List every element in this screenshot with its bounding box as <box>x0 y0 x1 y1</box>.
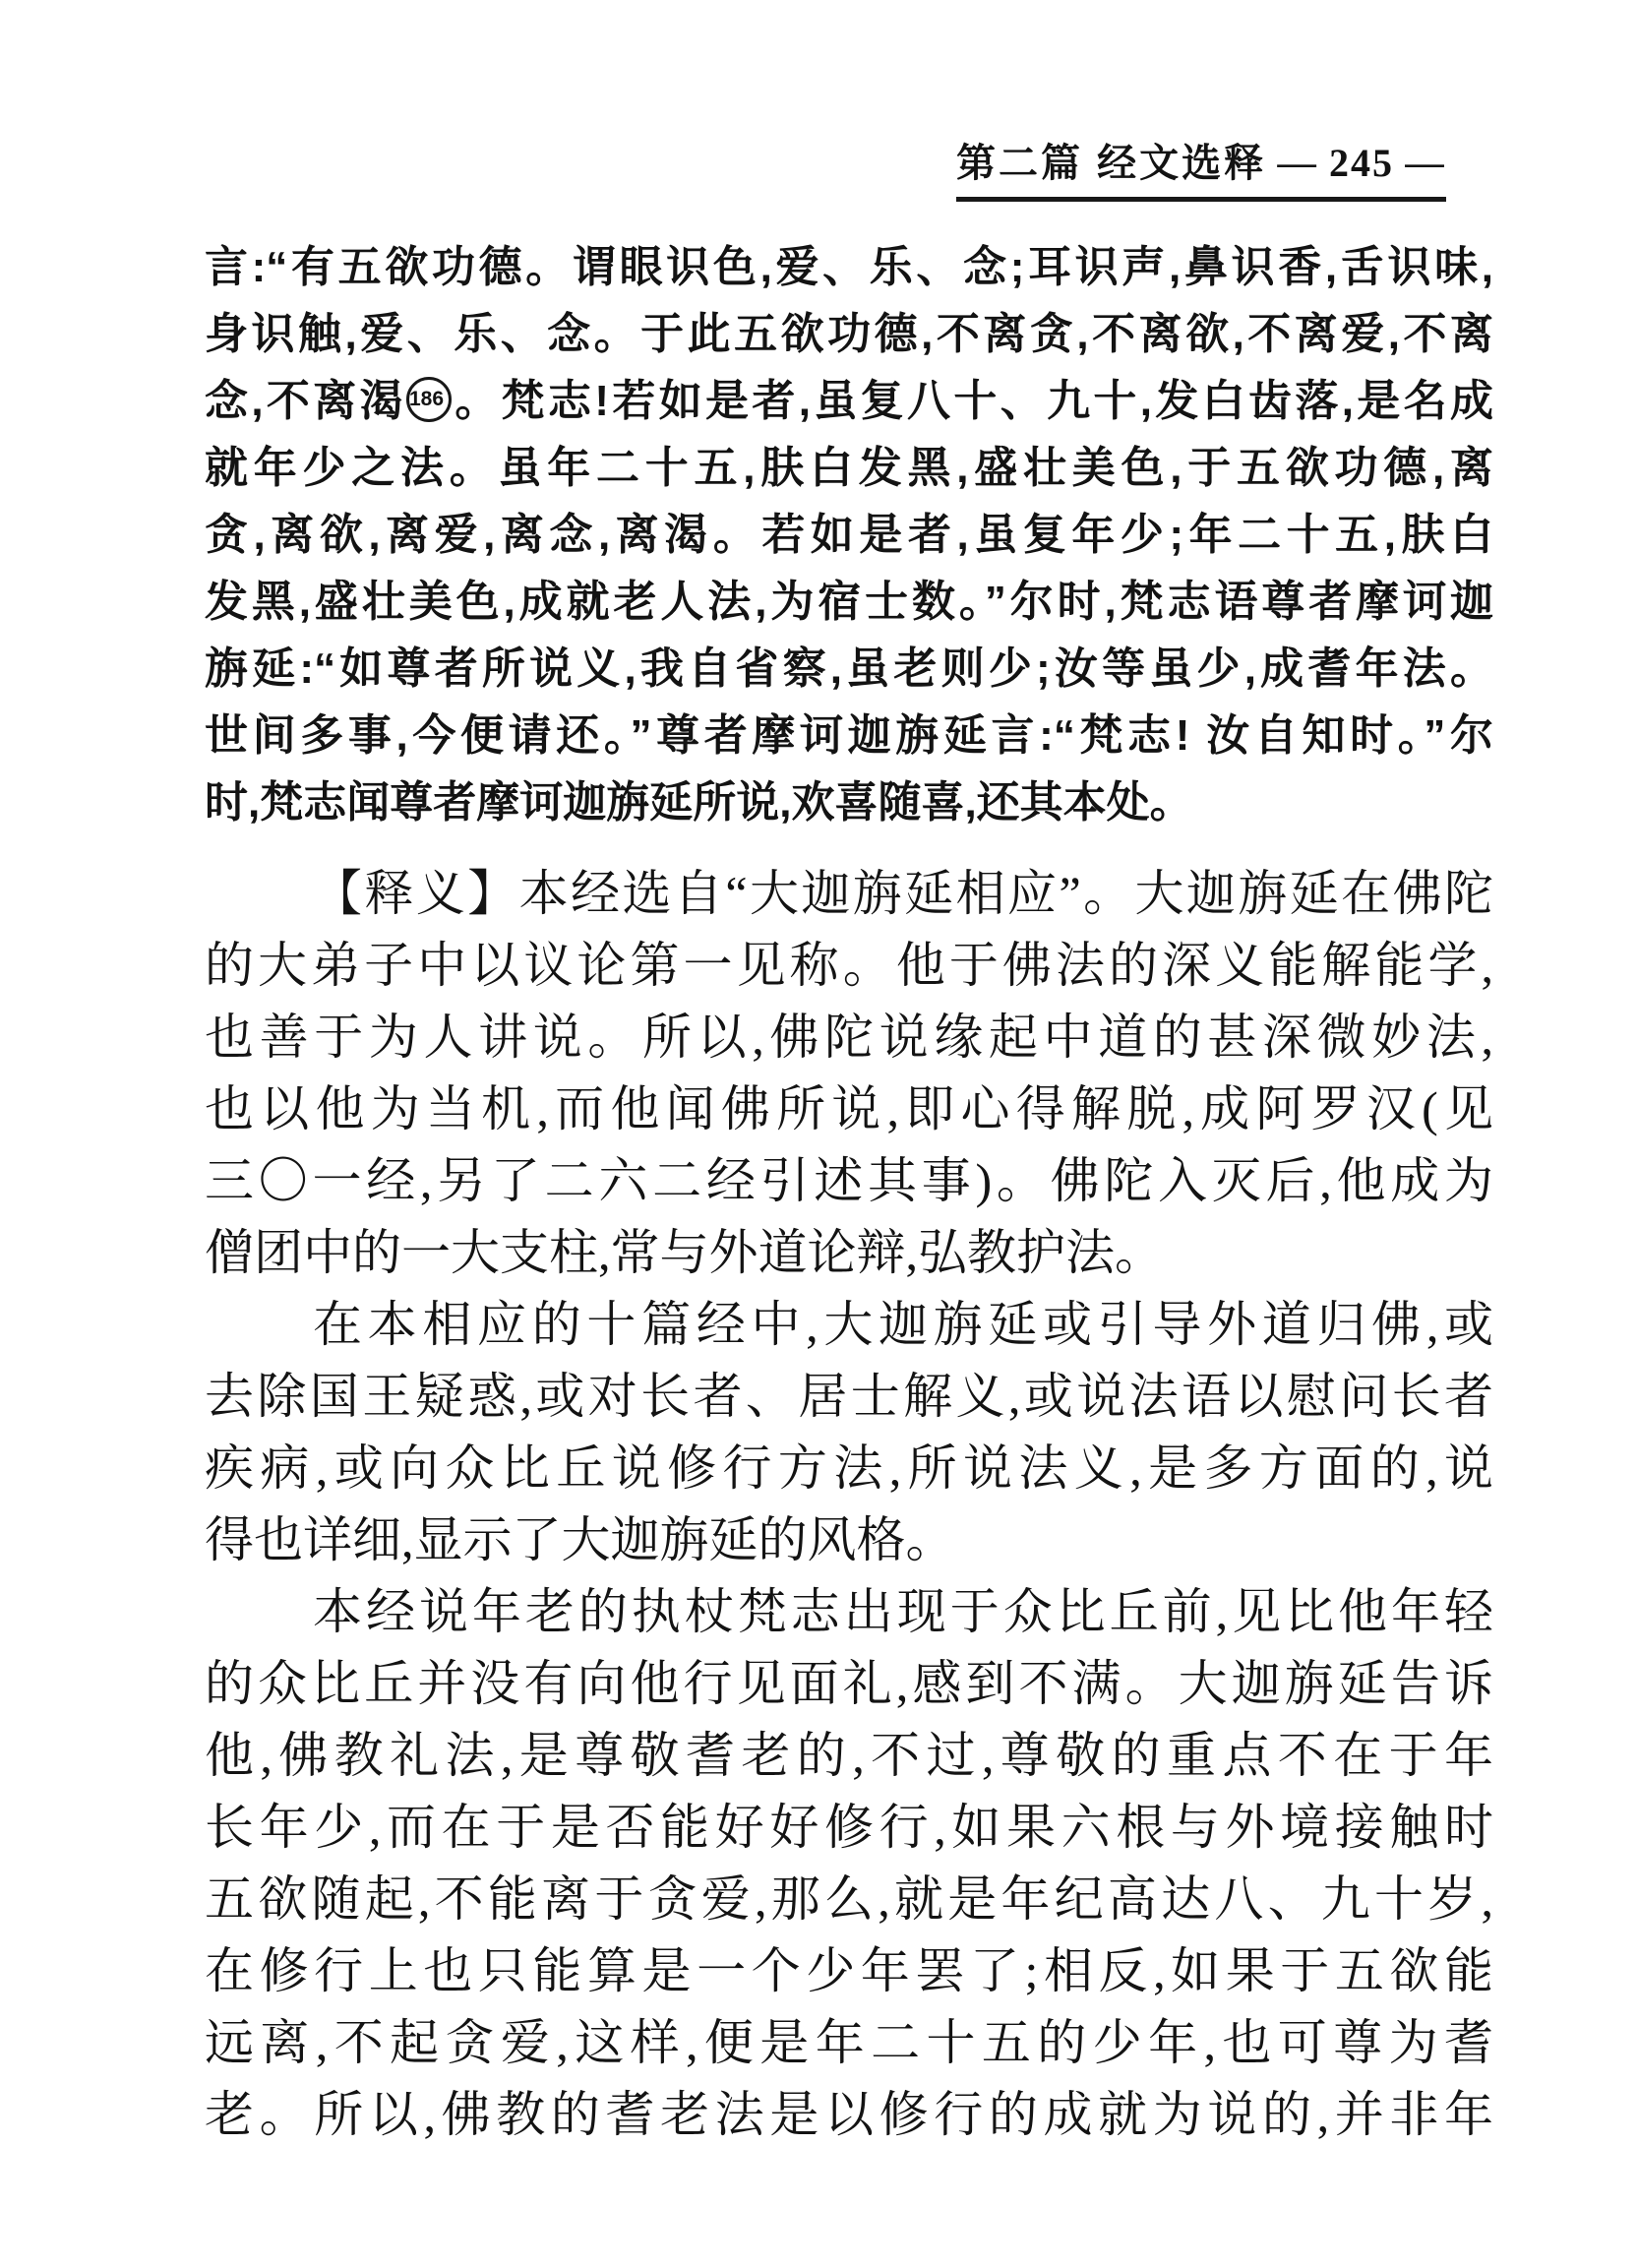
sutra-line: 发黑,盛壮美色,成就老人法,为宿士数。”尔时,梵志语尊者摩诃迦 <box>205 578 1493 626</box>
commentary-line: 的众比丘并没有向他行见面礼,感到不满。大迦旃延告诉 <box>205 1656 1493 1711</box>
commentary-line: 本经说年老的执杖梵志出现于众比丘前,见比他年轻 <box>313 1584 1493 1639</box>
commentary-line: 去除国王疑惑,或对长者、居士解义,或说法语以慰问长者 <box>205 1369 1493 1424</box>
sutra-line: 贪,离欲,离爱,离念,离渴。若如是者,虽复年少;年二十五,肤白 <box>205 511 1493 559</box>
commentary-line: 老。所以,佛教的耆老法是以修行的成就为说的,并非年 <box>205 2087 1493 2142</box>
commentary-line: 僧团中的一大支柱,常与外道论辩,弘教护法。 <box>205 1225 1164 1280</box>
commentary-line: 也以他为当机,而他闻佛所说,即心得解脱,成阿罗汉(见 <box>205 1081 1493 1136</box>
sutra-line: 就年少之法。虽年二十五,肤白发黑,盛壮美色,于五欲功德,离 <box>205 444 1493 492</box>
commentary-line: 得也详细,显示了大迦旃延的风格。 <box>205 1512 955 1567</box>
commentary-line: 的大弟子中以议论第一见称。他于佛法的深义能解能学, <box>205 938 1493 993</box>
commentary-line: 远离,不起贪爱,这样,便是年二十五的少年,也可尊为耆 <box>205 2015 1493 2070</box>
commentary-line: 他,佛教礼法,是尊敬耆老的,不过,尊敬的重点不在于年 <box>205 1728 1493 1783</box>
commentary-line: 也善于为人讲说。所以,佛陀说缘起中道的甚深微妙法, <box>205 1010 1493 1065</box>
sutra-line: 言:“有五欲功德。谓眼识色,爱、乐、念;耳识声,鼻识香,舌识味, <box>205 243 1493 291</box>
sutra-line: 身识触,爱、乐、念。于此五欲功德,不离贪,不离欲,不离爱,不离 <box>205 310 1493 358</box>
sutra-line: 旃延:“如尊者所说义,我自省察,虽老则少;汝等虽少,成耆年法。 <box>205 644 1493 693</box>
commentary-line: 三〇一经,另了二六二经引述其事)。佛陀入灭后,他成为 <box>205 1153 1493 1208</box>
chapter-title: 第二篇 经文选释 <box>956 142 1267 185</box>
commentary-line: 长年少,而在于是否能好好修行,如果六根与外境接触时 <box>205 1800 1493 1855</box>
commentary-line: 在本相应的十篇经中,大迦旃延或引导外道归佛,或 <box>313 1297 1493 1352</box>
sutra-quotation-block <box>205 234 1493 836</box>
commentary-line: 疾病,或向众比丘说修行方法,所说法义,是多方面的,说 <box>205 1440 1493 1496</box>
page-number-dash-right: — <box>1404 142 1446 185</box>
page-number: 245 <box>1329 141 1395 185</box>
footnote-marker: 186 <box>406 377 452 422</box>
commentary-block <box>205 858 1493 2151</box>
sutra-line <box>205 368 1493 435</box>
text-segment: 。梵志!若如是者,虽复八十、九十,发白齿落,是名成 <box>451 377 1493 425</box>
page-number-dash-left: — <box>1277 142 1319 185</box>
sutra-line: 时,梵志闻尊者摩诃迦旃延所说,欢喜随喜,还其本处。 <box>205 778 1193 827</box>
sutra-line: 世间多事,今便请还。”尊者摩诃迦旃延言:“梵志! 汝自知时。”尔 <box>205 711 1493 760</box>
text-segment: 念,不离渴 <box>205 377 406 425</box>
commentary-line: 【释义】本经选自“大迦旃延相应”。大迦旃延在佛陀 <box>313 866 1493 921</box>
commentary-line: 五欲随起,不能离于贪爱,那么,就是年纪高达八、九十岁, <box>205 1871 1493 1927</box>
commentary-line: 在修行上也只能算是一个少年罢了;相反,如果于五欲能 <box>205 1943 1493 1998</box>
running-head <box>956 132 1446 202</box>
